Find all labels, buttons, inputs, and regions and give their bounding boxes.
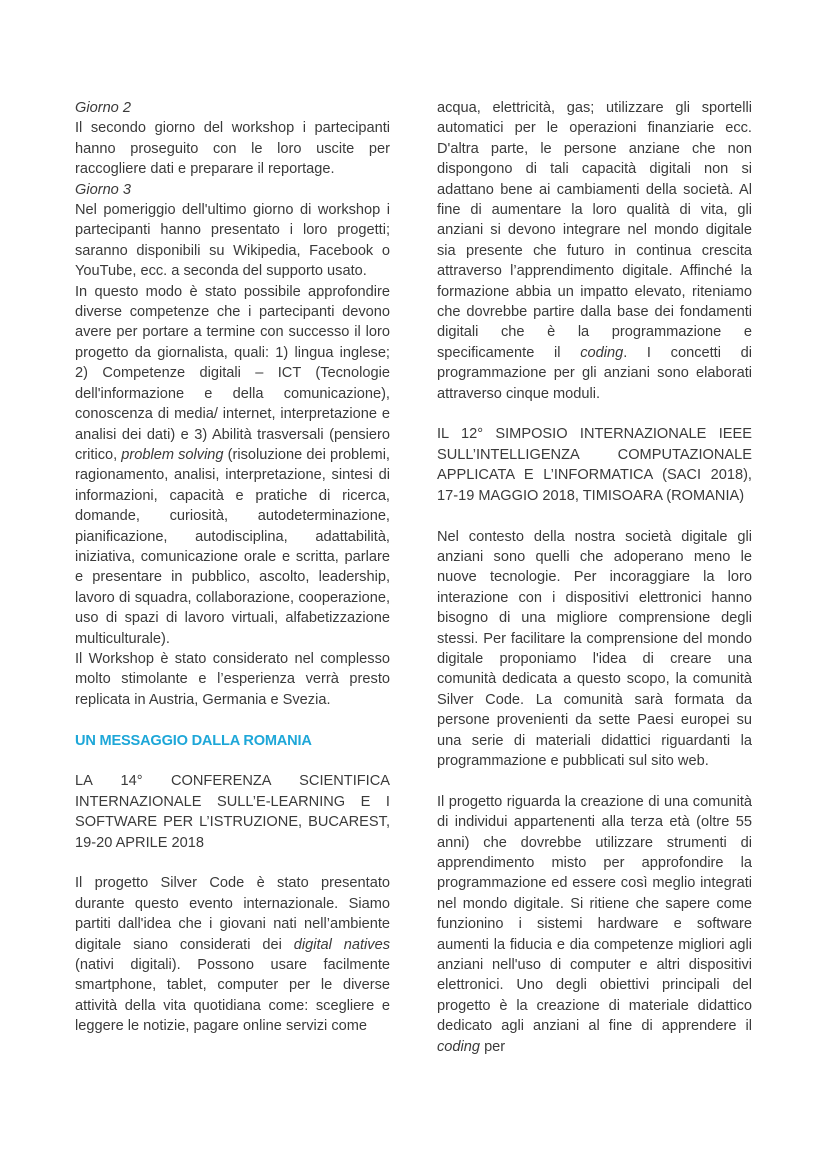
workshop-paragraph: Il Workshop è stato considerato nel complesso molto stimolante e l’esperienza verrà presto replicata in Austria, Germania e Svezia. [75,650,390,708]
spacer [75,853,390,873]
silver-code-text-2: (nativi digitali). Possono usare facilmente smartphone, tablet, computer per le diverse attività della vita quotidiana come: scegliere e leggere le notizie, pagare online servizi come [75,957,390,1035]
competences-text-1: In questo modo è stato possibile approfondire diverse competenze che i partecipanti devono avere per portare a termine con successo il loro progetto da giornalista, quali: 1) lingua inglese; 2) Competenze digitali – ICT (Tecnologie dell'informazione e della comunicazione), conoscenza di media/ internet, interpretazione e analisi dei dati) e 3) Abilità trasversali (pensiero critico, [75,283,390,463]
continuation-text-2: . I concetti di programmazione per gli anziani sono elaborati attraverso cinque moduli. [437,344,752,402]
right-column [437,98,752,1057]
continuation-text-1: acqua, elettricità, gas; utilizzare gli sportelli automatici per le operazioni finanziarie ecc. D'altra parte, le persone anziane che non dispongono di tali capacità digitali non si adattano bene ai cambiamenti della società. Al fine di aumentare la loro qualità di vita, gli anziani si devono integrare nel mondo digitale sia presente che futuro in continua crescita attraverso l’apprendimento digitale. Affinché la formazione abbia un impatto elevato, riteniamo che dovrebbe partire dalla base dei fondamenti digitali che è la programmazione e specificamente il [437,100,752,361]
conference-title-2: IL 12° SIMPOSIO INTERNAZIONALE IEEE SULL’INTELLIGENZA COMPUTAZIONALE APPLICATA E L’INFORMATICA (SACI 2018), 17-19 MAGGIO 2018, TIMISOARA (ROMANIA) [437,426,752,504]
project-text-1: Il progetto riguarda la creazione di una comunità di individui appartenenti alla terza età (oltre 55 anni) che dovrebbe utilizzare strumenti di apprendimento misto per approfondire la programmazione ed essere così meglio integrati nel mondo digitale. Si ritiene che sapere come funzionino i sistemi hardware e software aumenti la fiducia e dia competenze migliori agli anziani nell'uso di computer e altri dispositivi elettronici. Uno degli obiettivi principali del progetto è la creazione di materiale didattico dedicato agli anziani al fine di apprendere il [437,793,752,1035]
day3-paragraph: Nel pomeriggio dell'ultimo giorno di workshop i partecipanti hanno presentato i loro progetti; saranno disponibili su Wikipedia, Facebook o YouTube, ecc. a seconda del supporto usato. [75,202,390,280]
left-column [75,98,390,1037]
silver-code-text-1: Il progetto Silver Code è stato presentato durante questo evento internazionale. Siamo partiti dall'idea che i giovani nati nell’ambiente digitale siano considerati dei [75,875,390,953]
project-text-2: per [480,1038,506,1055]
project-paragraph [437,792,752,1057]
spacer [75,710,390,730]
silver-code-italic-term: digital natives [293,936,390,953]
competences-paragraph [75,282,390,649]
silver-code-paragraph [75,873,390,1036]
spacer [75,751,390,771]
spacer [437,771,752,791]
competences-text-2: (risoluzione dei problemi, ragionamento, analisi, interpretazione, sintesi di informazioni, capacità e pratiche di ricerca, domande, curiosità, autodeterminazione, pianificazione, autodisciplina, adattabilità, iniziativa, comunicazione orale e scritta, parlare e presentare in pubblico, ascolto, leadership, lavoro di squadra, collaborazione, cooperazione, uso di spazi di lavoro virtuali, alfabetizzazione multiculturale). [75,446,390,647]
day2-paragraph: Il secondo giorno del workshop i partecipanti hanno proseguito con le loro uscite per raccogliere dati e preparare il reportage. [75,120,390,178]
project-italic-term: coding [437,1038,481,1055]
context-paragraph: Nel contesto della nostra società digitale gli anziani sono quelli che adoperano meno le nuove tecnologie. Per incoraggiare la loro interazione con i dispositivi elettronici hanno bisogno di una migliore comprensione degli stessi. Per facilitare la comprensione del mondo digitale proponiamo l'idea di creare una comunità dedicata a questo scopo, la comunità Silver Code. La comunità sarà formata da persone provenienti da sette Paesi europei su una serie di materiali didattici riguardanti la programmazione e pubblicati sul sito web. [437,528,752,769]
continuation-paragraph [437,98,752,404]
conference-title-1: LA 14° CONFERENZA SCIENTIFICA INTERNAZIONALE SULL’E-LEARNING E I SOFTWARE PER L’ISTRUZIONE, BUCAREST, 19-20 APRILE 2018 [75,773,390,851]
continuation-italic-term: coding [580,344,624,361]
spacer [437,404,752,424]
spacer [437,506,752,526]
day3-title: Giorno 3 [75,181,131,198]
competences-italic-term: problem solving [121,446,224,463]
day2-title: Giorno 2 [75,100,131,116]
section-heading: UN MESSAGGIO DALLA ROMANIA [75,732,312,749]
